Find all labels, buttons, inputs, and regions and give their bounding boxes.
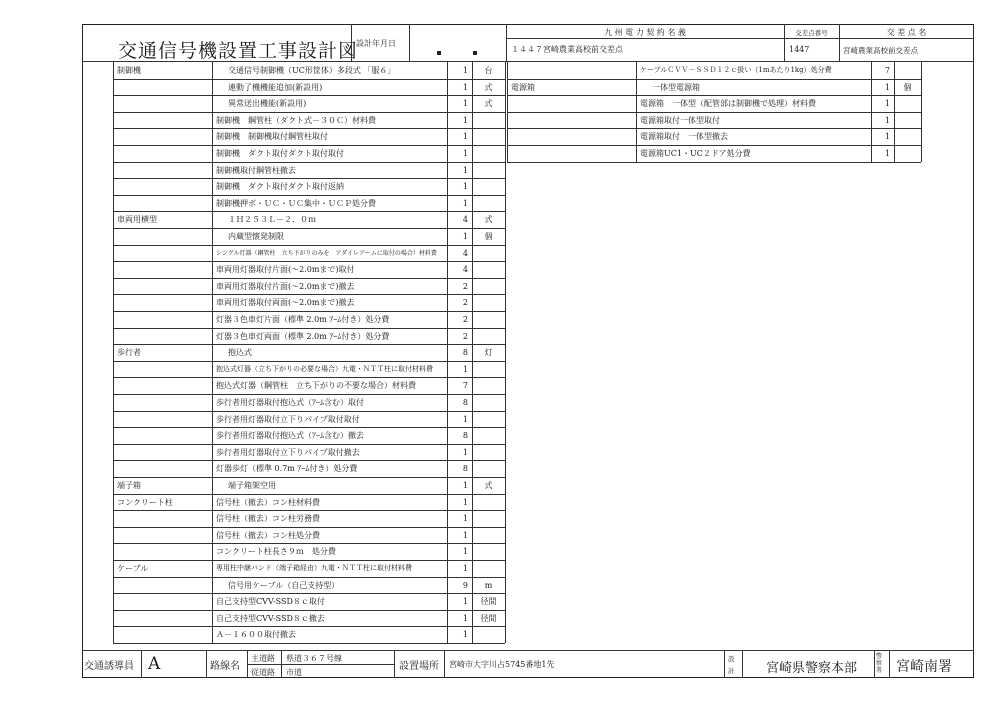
item-cell: シングル灯器（鋼管柱 立ち下がりのみを アダイレアームに取付の場合）材料費: [216, 249, 437, 257]
category-cell: [117, 361, 210, 378]
unit-cell: [472, 361, 505, 378]
item-cell: 電源箱UC1・UC２ドア処分費: [640, 149, 751, 158]
item-cell: 電源箱 一体型（配管部は制御機で処理）材料費: [640, 99, 816, 109]
category-cell: [117, 610, 210, 627]
category-cell: [511, 112, 634, 129]
qty-cell: 1: [462, 414, 468, 424]
item-cell: 歩行者用灯器取付立下りパイプ取付取付: [216, 414, 360, 424]
item-cell: コンクリート柱長さ９ｍ 処分費: [216, 547, 336, 557]
category-cell: [117, 228, 210, 245]
qty-cell: 1: [462, 630, 468, 640]
column-divider: [505, 62, 506, 643]
unit-cell: [472, 178, 505, 195]
item-cell: 制御機 ダクト取付ダクト取付返納: [216, 182, 344, 192]
unit-cell: [472, 245, 505, 262]
category-cell: [117, 593, 210, 610]
item-cell: 電源箱取付一体型取付: [640, 115, 720, 125]
category-cell: [117, 162, 210, 179]
guide-label: 交通誘導員: [84, 661, 134, 672]
intersection-name: 宮崎農業高校前交差点: [843, 46, 918, 55]
qty-cell: 8: [462, 464, 468, 474]
item-cell: 車両用灯器取付片面(～2.0mまで)撤去: [216, 281, 355, 291]
item-cell: 自己支持型CVV-SSD８ｃ撤去: [216, 613, 325, 623]
item-cell: ケーブルＣＶＶ－ＳＳＤ１２ｃ扱い（1mあたり1kg）処分費: [640, 66, 832, 74]
guide-value: A: [148, 654, 161, 674]
document-title: 交通信号機設置工事設計図: [118, 40, 359, 62]
qty-cell: 2: [462, 298, 468, 308]
category-cell: [117, 245, 210, 262]
category-cell: [117, 377, 210, 394]
police-station: 宮崎南署: [896, 659, 952, 675]
qty-cell: 4: [462, 248, 468, 258]
qty-cell: 1: [462, 149, 468, 158]
qty-cell: 2: [462, 281, 468, 291]
item-cell: 電源箱取付 一体型撤去: [640, 132, 728, 142]
qty-cell: 2: [462, 331, 468, 341]
unit-cell: [472, 128, 505, 145]
qty-cell: 8: [462, 398, 468, 407]
unit-cell: [472, 394, 505, 411]
item-cell: 自己支持型CVV-SSD８ｃ取付: [216, 597, 325, 607]
category-cell: ケーブル: [117, 564, 149, 573]
main-road: 県道３６７号線: [286, 654, 342, 663]
qty-cell: 1: [462, 132, 468, 142]
unit-cell: 径間: [480, 597, 497, 607]
category-cell: [117, 95, 210, 112]
category-cell: [117, 112, 210, 129]
qty-cell: 8: [462, 348, 468, 358]
item-cell: 信号柱（撤去）コン柱労務費: [216, 514, 320, 524]
unit-cell: [472, 328, 505, 345]
category-cell: [117, 79, 210, 96]
item-cell: 一体型電源箱: [652, 82, 700, 92]
register-mark: [437, 51, 441, 55]
column-divider: [507, 62, 508, 162]
qty-cell: 8: [462, 431, 468, 441]
column-divider: [636, 62, 637, 162]
qty-cell: 4: [462, 215, 468, 225]
route-label: 路線名: [210, 661, 240, 672]
unit-cell: [472, 527, 505, 544]
unit-cell: [472, 112, 505, 129]
item-cell: 歩行者用灯器取付抱込式（ｱｰﾑ含む）取付: [216, 398, 364, 407]
unit-cell: 式: [484, 99, 493, 109]
police-hq: 宮崎県警察本部: [766, 661, 858, 676]
unit-cell: [894, 128, 921, 145]
item-cell: 灯器歩灯（標準 0.7m ｱｰﾑ付き）処分費: [216, 464, 358, 474]
item-cell: 内蔵型懐発制限: [228, 232, 284, 241]
unit-cell: m: [484, 580, 493, 590]
qty-cell: 1: [462, 182, 468, 192]
unit-cell: 式: [484, 215, 493, 225]
category-cell: [117, 261, 210, 278]
sub-road-label: 従道路: [251, 668, 275, 677]
category-cell: 車両用横型: [117, 215, 157, 225]
category-cell: [117, 411, 210, 428]
qty-cell: 1: [462, 481, 468, 490]
unit-cell: [472, 278, 505, 295]
qty-cell: 1: [884, 82, 890, 92]
unit-cell: [894, 95, 921, 112]
intersection-no: 1447: [789, 45, 810, 54]
item-cell: 信号柱（撤去）コン柱材料費: [216, 497, 320, 507]
unit-cell: [472, 626, 505, 643]
station-label: 警察署: [876, 653, 883, 674]
item-cell: 灯器３色車灯両面（標準 2.0m ｱｰﾑ付き）処分費: [216, 331, 390, 341]
unit-cell: 式: [484, 481, 493, 490]
unit-cell: [894, 145, 921, 162]
qty-cell: 1: [462, 530, 468, 540]
unit-cell: 個: [484, 232, 493, 241]
column-divider: [894, 62, 895, 162]
design-label: 設: [728, 655, 735, 663]
qty-cell: 1: [462, 165, 468, 175]
unit-cell: [472, 195, 505, 212]
item-cell: 抱込式灯器（鋼管柱 立ち下がりの不要な場合）材料費: [216, 381, 416, 391]
unit-cell: [472, 543, 505, 560]
qty-cell: 1: [462, 115, 468, 125]
column-divider: [472, 62, 473, 643]
unit-cell: [472, 311, 505, 328]
item-cell: 車両用灯器取付片面(～2.0mまで)取付: [216, 265, 355, 275]
qty-cell: 1: [462, 564, 468, 573]
intersection-no-label: 交差点番号: [795, 29, 828, 37]
column-divider: [113, 62, 114, 643]
qty-cell: 1: [884, 149, 890, 158]
unit-cell: [894, 62, 921, 79]
unit-cell: [472, 444, 505, 461]
unit-cell: [472, 145, 505, 162]
unit-cell: [472, 377, 505, 394]
category-cell: 制御機: [117, 66, 141, 75]
category-cell: コンクリート柱: [117, 497, 173, 507]
column-divider: [921, 62, 922, 162]
location-label: 設置場所: [399, 661, 439, 672]
unit-cell: [472, 162, 505, 179]
category-cell: [117, 394, 210, 411]
qty-cell: 1: [884, 132, 890, 142]
unit-cell: [472, 427, 505, 444]
unit-cell: [472, 560, 505, 577]
qty-cell: 7: [884, 66, 890, 75]
category-cell: [117, 577, 210, 594]
qty-cell: 1: [462, 497, 468, 507]
qty-cell: 1: [462, 447, 468, 457]
qty-cell: 1: [462, 66, 468, 75]
item-cell: Ａ－１６００取付撤去: [216, 630, 296, 640]
qty-cell: 1: [462, 82, 468, 92]
column-divider: [447, 62, 448, 643]
category-cell: [511, 145, 634, 162]
item-cell: 制御機 ダクト取付ダクト取付取付: [216, 149, 344, 158]
item-cell: 異常送出機能(新設用): [228, 99, 307, 109]
category-cell: [117, 427, 210, 444]
design-label: 計: [728, 667, 735, 675]
unit-cell: [472, 411, 505, 428]
category-cell: 電源箱: [511, 82, 535, 92]
item-cell: 抱込式灯器（立ち下がりの必要な場合）九電・ＮＴＴ柱に取付材料費: [216, 364, 433, 373]
unit-cell: 個: [903, 82, 912, 92]
unit-cell: [472, 460, 505, 477]
category-cell: [117, 527, 210, 544]
qty-cell: 1: [462, 99, 468, 109]
qty-cell: 7: [462, 381, 468, 391]
category-cell: [117, 128, 210, 145]
intersection-name-label: 交 差 点 名: [886, 28, 927, 37]
category-cell: [117, 543, 210, 560]
location-value: 宮崎市大字川占5745番地1先: [449, 660, 555, 669]
qty-cell: 1: [462, 514, 468, 524]
item-cell: 制御機押ボ・ＵＣ・ＵＣ集中・ＵＣＰ処分費: [216, 198, 376, 208]
category-cell: [117, 145, 210, 162]
category-cell: [511, 128, 634, 145]
item-cell: 制御機 制御機取付鋼管柱取付: [216, 132, 328, 142]
item-cell: 歩行者用灯器取付立下りパイプ取付撤去: [216, 447, 360, 457]
item-cell: 車両用灯器取付両面(～2.0mまで)撤去: [216, 298, 355, 308]
category-cell: [117, 195, 210, 212]
unit-cell: [472, 261, 505, 278]
qty-cell: 1: [884, 99, 890, 109]
unit-cell: [472, 494, 505, 511]
contract-label: 九 州 電 力 契 約 名 義: [604, 28, 686, 37]
qty-cell: 4: [462, 265, 468, 275]
item-cell: 専用柱中継バンド（端子箱経由）九電・ＮＴＴ柱に取付材料費: [216, 564, 412, 572]
qty-cell: 1: [462, 613, 468, 623]
item-cell: 連動了機機能追加(新設用): [228, 82, 323, 92]
sub-road: 市道: [286, 668, 302, 677]
category-cell: [117, 510, 210, 527]
qty-cell: 1: [462, 198, 468, 208]
qty-cell: 1: [462, 597, 468, 607]
category-cell: 歩行者: [117, 348, 141, 358]
category-cell: [117, 626, 210, 643]
unit-cell: [472, 294, 505, 311]
unit-cell: 径間: [480, 613, 497, 623]
unit-cell: 灯: [484, 348, 493, 358]
item-cell: 制御機 鋼管柱（ダクト式－３０Ｃ）材料費: [216, 115, 376, 125]
category-cell: [117, 444, 210, 461]
column-divider: [871, 62, 872, 162]
design-date-label: 設計年月日: [356, 39, 396, 48]
item-cell: 制御機取付鋼管柱撤去: [216, 165, 296, 175]
category-cell: [117, 460, 210, 477]
category-cell: [511, 62, 634, 79]
item-cell: 端子箱架空用: [228, 481, 276, 490]
category-cell: [117, 328, 210, 345]
item-cell: 信号用ケーブル（自己支持型）: [228, 580, 340, 590]
item-cell: 信号柱（撤去）コン柱処分費: [216, 530, 320, 540]
register-mark: [473, 51, 477, 55]
qty-cell: 1: [884, 115, 890, 125]
category-cell: [117, 311, 210, 328]
category-cell: 端子箱: [117, 481, 141, 490]
item-cell: 交通信号制御機（UC形筐体）多段式 「服６」: [228, 66, 396, 75]
category-cell: [511, 95, 634, 112]
qty-cell: 9: [462, 580, 468, 590]
unit-cell: 台: [484, 66, 493, 75]
qty-cell: 2: [462, 315, 468, 324]
contract-name: １４４７宮崎農業高校前交差点: [511, 45, 623, 54]
unit-cell: [894, 112, 921, 129]
item-cell: 灯器３色車灯片面（標準 2.0m ｱｰﾑ付き）処分費: [216, 315, 390, 324]
qty-cell: 1: [462, 232, 468, 241]
qty-cell: 1: [462, 547, 468, 557]
qty-cell: 1: [462, 364, 468, 374]
main-road-label: 主道路: [251, 654, 275, 663]
unit-cell: [472, 510, 505, 527]
column-divider: [212, 62, 213, 643]
category-cell: [117, 294, 210, 311]
unit-cell: 式: [484, 82, 493, 92]
category-cell: [117, 278, 210, 295]
item-cell: 歩行者用灯器取付抱込式（ｱｰﾑ含む）撤去: [216, 431, 364, 441]
category-cell: [117, 178, 210, 195]
item-cell: 抱込式: [228, 348, 252, 358]
item-cell: １Ｈ２５３Ｌ－２．０ｍ: [228, 215, 316, 225]
